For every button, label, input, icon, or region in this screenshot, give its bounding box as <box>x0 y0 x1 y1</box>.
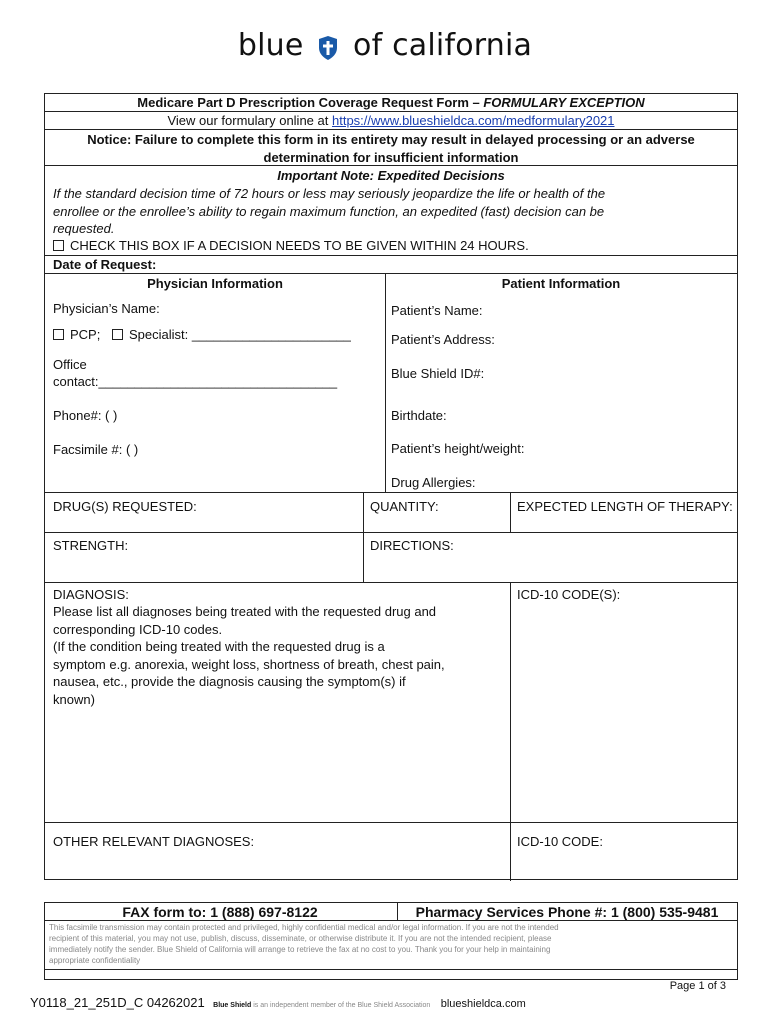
drugs-requested-label: DRUG(S) REQUESTED: <box>53 499 197 514</box>
physician-info-header: Physician Information <box>147 276 283 291</box>
specialist-checkbox[interactable] <box>112 329 123 340</box>
logo-text-right: of california <box>353 28 533 63</box>
coverage-request-form <box>44 93 738 880</box>
diagnosis-instruction-2: corresponding ICD-10 codes. <box>53 622 223 637</box>
logo-text-left: blue <box>237 28 304 63</box>
icd10-codes-label: ICD-10 CODE(S): <box>517 587 621 602</box>
other-diagnoses-label: OTHER RELEVANT DIAGNOSES: <box>53 834 255 849</box>
strength-row <box>45 532 737 582</box>
diagnosis-instruction-5: nausea, etc., provide the diagnosis causing the symptom(s) if <box>53 674 406 689</box>
patient-name-label: Patient’s Name: <box>391 303 483 318</box>
diagnosis-instruction-4: symptom e.g. anorexia, weight loss, shortness of breath, chest pain, <box>53 657 445 672</box>
diagnosis-instruction-3: (If the condition being treated with the requested drug is a <box>53 639 385 654</box>
icd10-code-label: ICD-10 CODE: <box>517 834 603 849</box>
birthdate-label: Birthdate: <box>391 408 447 423</box>
diagnosis-instruction-1: Please list all diagnoses being treated with the requested drug and <box>53 604 437 619</box>
pcp-label: PCP; <box>70 327 101 342</box>
notice-line-1: Notice: Failure to complete this form in its entirety may result in delayed processing or an adverse <box>87 132 695 147</box>
strength-label: STRENGTH: <box>53 538 129 553</box>
formulary-row <box>45 111 737 129</box>
important-note: Important Note: Expedited Decisions <box>277 168 505 183</box>
pharmacy-phone: Pharmacy Services Phone #: 1 (800) 535-9481 <box>415 904 719 920</box>
expected-length-label: EXPECTED LENGTH OF THERAPY: <box>517 499 733 514</box>
expedite-24h-option <box>53 237 529 254</box>
office-contact-label-2: contact:_________________________________ <box>53 374 338 389</box>
notice-row <box>45 129 737 165</box>
page-number: Page 1 of 3 <box>669 980 726 992</box>
specialist-label: Specialist: ______________________ <box>128 327 351 342</box>
expedite-24h-label: CHECK THIS BOX IF A DECISION NEEDS TO BE GIVEN WITHIN 24 HOURS. <box>70 238 529 253</box>
drugs-divider-2 <box>510 492 511 532</box>
shield-logo-icon <box>317 34 339 69</box>
expedited-text-2: enrollee or the enrollee’s ability to regain maximum function, an expedited (fast) decision can be <box>53 204 605 219</box>
blue-shield-id-label: Blue Shield ID#: <box>391 366 485 381</box>
physician-name-label: Physician’s Name: <box>53 301 160 316</box>
formulary-link[interactable]: https://www.blueshieldca.com/medformulary2021 <box>331 113 615 128</box>
diagnosis-instruction-6: known) <box>53 692 95 707</box>
pcp-checkbox[interactable] <box>53 329 64 340</box>
drug-allergies-label: Drug Allergies: <box>391 475 476 490</box>
facsimile-label: Facsimile #: ( ) <box>53 442 139 457</box>
independent-member-text: is an independent member of the Blue Shield Association <box>251 1002 431 1009</box>
info-headers-row <box>45 273 737 292</box>
fax-box <box>44 902 738 980</box>
fax-to-number: FAX form to: 1 (888) 697-8122 <box>122 904 318 920</box>
info-divider <box>385 273 386 492</box>
date-row <box>45 255 737 273</box>
logo <box>0 28 770 69</box>
office-contact-label-1: Office <box>53 357 87 372</box>
fax-hline <box>45 920 737 921</box>
notice-line-2: determination for insufficient information <box>263 150 519 165</box>
formulary-text: View our formulary online at <box>167 113 332 128</box>
disclaimer-2: recipient of this material, you may not use, publish, discuss, disseminate, or otherwise distribute it. If you are not the intended recipient, please <box>49 934 552 943</box>
quantity-label: QUANTITY: <box>370 499 439 514</box>
expedited-text-1: If the standard decision time of 72 hours or less may seriously jeopardize the life or health of the <box>53 186 606 201</box>
disclaimer-3: immediately notify the sender. Blue Shield of California will arrange to retrieve the fax at no cost to you. Thank you for your help in maintaining <box>49 945 551 954</box>
patient-address-label: Patient’s Address: <box>391 332 495 347</box>
expedited-text-3: requested. <box>53 221 115 236</box>
expedite-24h-checkbox[interactable] <box>53 240 64 251</box>
form-title: Medicare Part D Prescription Coverage Request Form – FORMULARY EXCEPTION <box>137 95 645 110</box>
form-code: Y0118_21_251D_C 04262021 <box>30 995 205 1010</box>
fax-bottom-line <box>45 969 737 970</box>
disclaimer-1: This facsimile transmission may contain protected and privileged, highly confidential medical and/or legal information. If you are not the intended <box>49 923 559 932</box>
footer-line <box>30 994 526 1012</box>
patient-info-header: Patient Information <box>501 276 621 291</box>
other-diagnoses-row <box>45 822 737 880</box>
physician-type-field <box>53 326 351 343</box>
footer-website: blueshieldca.com <box>440 998 526 1010</box>
independent-member-bold: Blue Shield <box>213 1002 252 1009</box>
diagnosis-row <box>45 582 737 822</box>
date-of-request-label: Date of Request: <box>53 257 157 272</box>
drugs-row <box>45 492 737 532</box>
diagnosis-label: DIAGNOSIS: <box>53 587 129 602</box>
expedited-section <box>45 165 737 255</box>
directions-label: DIRECTIONS: <box>370 538 454 553</box>
disclaimer-4: appropriate confidentiality <box>49 956 141 965</box>
height-weight-label: Patient’s height/weight: <box>391 441 525 456</box>
phone-label: Phone#: ( ) <box>53 408 118 423</box>
